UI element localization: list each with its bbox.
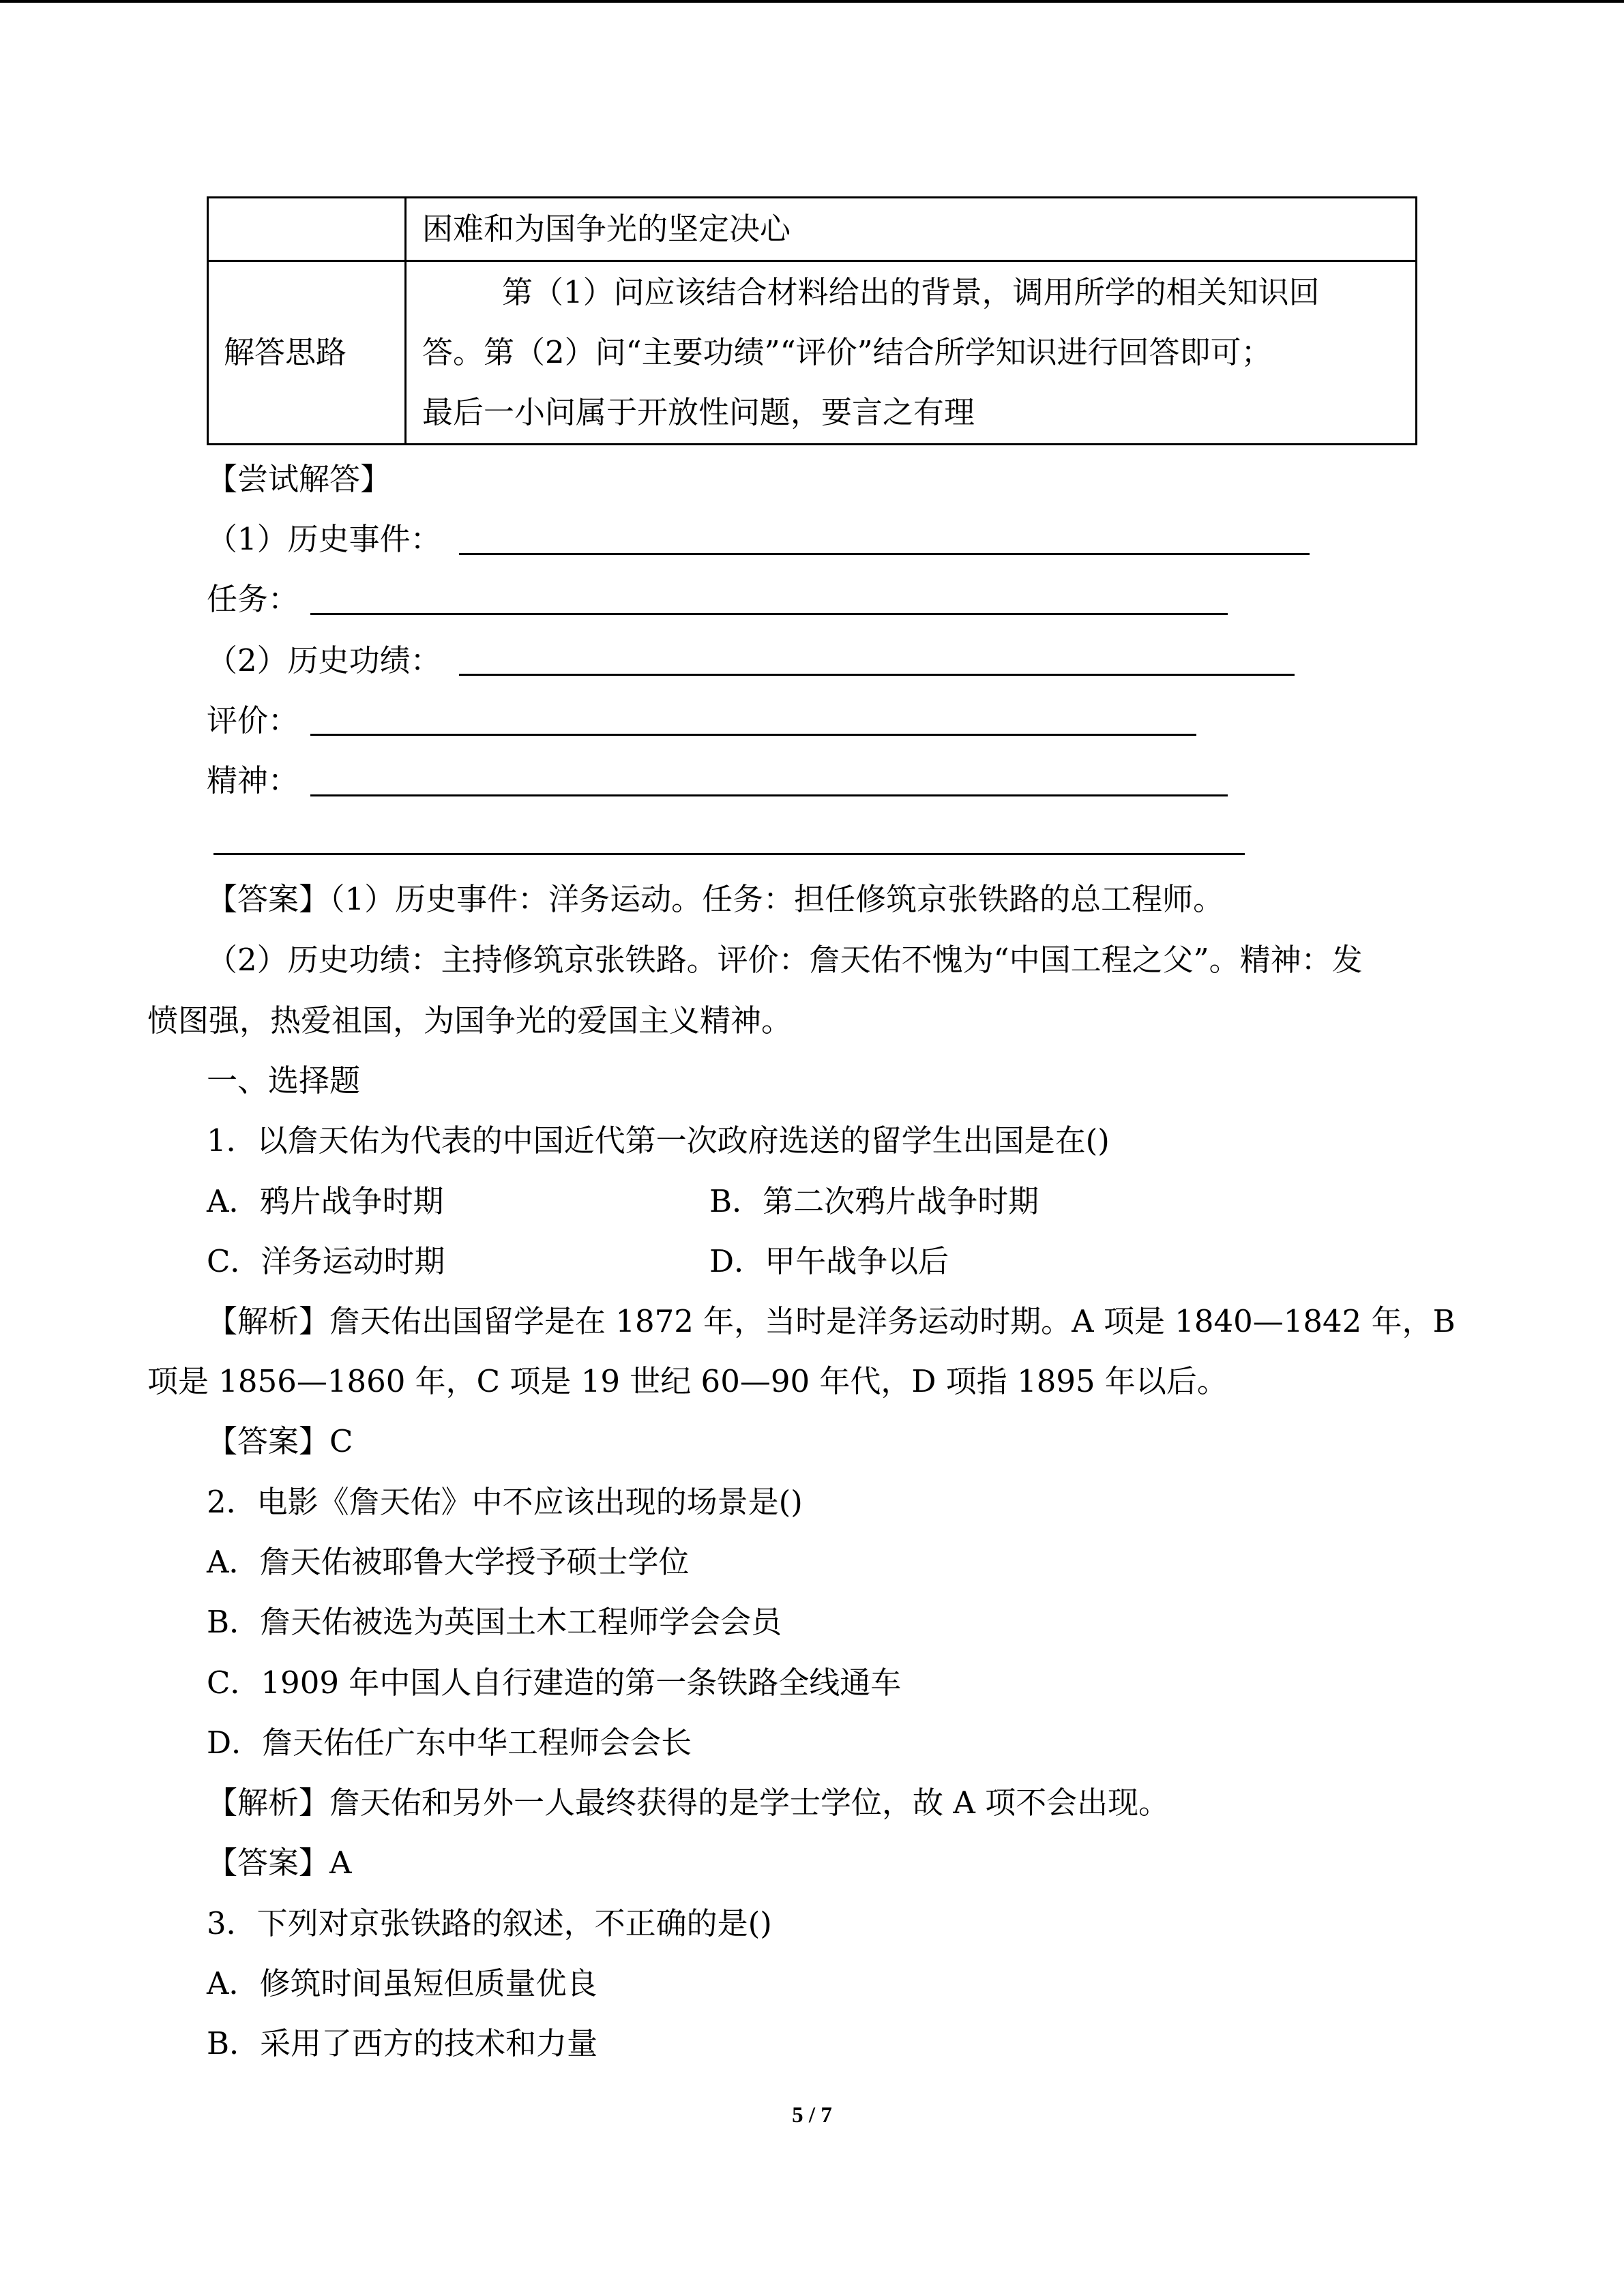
answer-value: C	[329, 1423, 353, 1459]
q2-spirit-answer-line-2[interactable]	[213, 853, 1245, 855]
table-content-cell: 困难和为国争光的坚定决心	[406, 198, 1417, 261]
answer-tag: 【答案】	[207, 1845, 330, 1881]
table-label-cell-empty	[208, 198, 406, 261]
q1-answer	[207, 1421, 353, 1462]
q1-event-answer-line[interactable]	[459, 553, 1310, 555]
analysis-text: 詹天佑出国留学是在 1872 年，当时是洋务运动时期。A 项是 1840—1842 年，B	[329, 1303, 1456, 1339]
q2-option-c: C．1909 年中国人自行建造的第一条铁路全线通车	[207, 1665, 902, 1701]
q1-task-answer-line[interactable]	[310, 613, 1228, 615]
q2-spirit-label: 精神：	[207, 762, 299, 799]
q1-analysis-line-2: 项是 1856—1860 年，C 项是 19 世纪 60—90 年代，D 项指 1895 年以后。	[147, 1363, 1228, 1399]
q1-stem: 1．以詹天佑为代表的中国近代第一次政府选送的留学生出国是在()	[207, 1122, 1110, 1159]
answer-tag: 【答案】	[207, 1423, 330, 1459]
q2-option-a: A．詹天佑被耶鲁大学授予硕士学位	[207, 1544, 690, 1580]
answer-text: （1）历史事件：洋务运动。任务：担任修筑京张铁路的总工程师。	[329, 881, 1224, 917]
q2-option-d: D．詹天佑任广东中华工程师会会长	[207, 1725, 692, 1761]
q1-event-label: （1）历史事件：	[207, 521, 441, 557]
analysis-tag: 【解析】	[207, 1785, 330, 1821]
table-text-line: 最后一小问属于开放性问题，要言之有理	[422, 394, 975, 430]
table-row	[208, 261, 1417, 445]
q3-stem: 3．下列对京张铁路的叙述，不正确的是()	[207, 1905, 772, 1941]
q1-option-a: A．鸦片战争时期	[207, 1183, 444, 1219]
analysis-tag: 【解析】	[207, 1303, 330, 1339]
table-label-cell: 解答思路	[208, 261, 406, 445]
page-top-border	[0, 0, 1624, 3]
q1-task-label: 任务：	[207, 581, 299, 617]
q3-option-a: A．修筑时间虽短但质量优良	[207, 1965, 597, 2001]
page-number: 5 / 7	[792, 2103, 832, 2128]
q2-spirit-answer-line[interactable]	[310, 794, 1228, 796]
answer-tag: 【答案】	[207, 881, 330, 917]
table-text-line: 答。第（2）问“主要功绩”“评价”结合所学知识进行回答即可；	[422, 334, 1272, 370]
q1-option-c: C．洋务运动时期	[207, 1243, 445, 1279]
q2-option-b: B．詹天佑被选为英国土木工程师学会会员	[207, 1604, 782, 1640]
q2-analysis	[207, 1783, 1169, 1823]
section-title: 一、选择题	[207, 1062, 361, 1099]
q2-stem: 2．电影《詹天佑》中不应该出现的场景是()	[207, 1484, 803, 1520]
answer-line-2: （2）历史功绩：主持修筑京张铁路。评价：詹天佑不愧为“中国工程之父”。精神：发	[207, 942, 1363, 978]
q3-option-b: B．采用了西方的技术和力量	[207, 2025, 598, 2061]
q2-merit-label: （2）历史功绩：	[207, 642, 441, 679]
table-content-cell	[406, 261, 1417, 445]
try-answer-heading: 【尝试解答】	[207, 461, 392, 497]
analysis-text: 詹天佑和另外一人最终获得的是学士学位，故 A 项不会出现。	[329, 1785, 1170, 1821]
answer-line-1	[207, 879, 1224, 920]
answer-line-3: 愤图强，热爱祖国，为国争光的爱国主义精神。	[147, 1002, 793, 1039]
analysis-table	[207, 196, 1417, 445]
answer-value: A	[329, 1845, 352, 1881]
q2-merit-answer-line[interactable]	[459, 674, 1295, 676]
q2-answer	[207, 1843, 352, 1883]
q1-option-d: D．甲午战争以后	[709, 1243, 949, 1279]
q1-option-b: B．第二次鸦片战争时期	[709, 1183, 1039, 1219]
table-text-line: 第（1）问应该结合材料给出的背景，调用所学的相关知识回	[502, 274, 1320, 310]
q2-eval-answer-line[interactable]	[310, 734, 1196, 736]
table-row	[208, 198, 1417, 261]
q1-analysis-line-1	[207, 1301, 1456, 1342]
q2-eval-label: 评价：	[207, 702, 299, 739]
